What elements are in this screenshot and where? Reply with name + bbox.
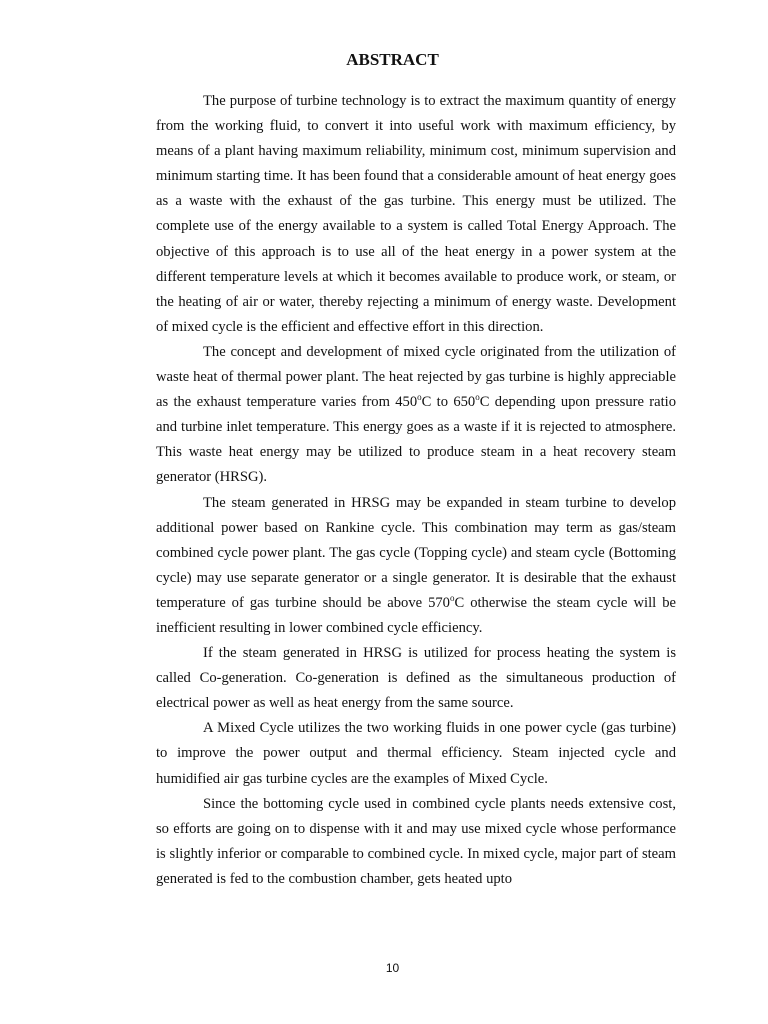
degree-symbol: o	[475, 392, 480, 403]
paragraph-2-part-b: C to 650	[421, 394, 476, 411]
page-number: 10	[385, 961, 400, 975]
paragraph-2	[156, 340, 676, 491]
paragraph-4: If the steam generated in HRSG is utilized for process heating the system is called Co-generation. Co-generation is defined as the simultaneous production of electrical power as well as heat energy from the same source.	[156, 645, 676, 712]
paragraph-5: A Mixed Cycle utilizes the two working fluids in one power cycle (gas turbine) to improve the power output and thermal efficiency. Steam injected cycle and humidified air gas turbine cycles are the examples of Mixed Cycle.	[156, 720, 676, 787]
paragraph-3-part-b: C otherwise the steam cycle will be inefficient resulting in lower combined cycle efficiency.	[156, 594, 676, 636]
paragraph-6: Since the bottoming cycle used in combined cycle plants needs extensive cost, so efforts are going on to dispense with it and may use mixed cycle whose performance is slightly inferior or comparable to combined cycle. In mixed cycle, major part of steam generated is fed to the combustion chamber, gets heated upto	[156, 795, 676, 887]
degree-symbol: o	[449, 593, 455, 604]
paragraph-3-part-a: The steam generated in HRSG may be expanded in steam turbine to develop additional power based on Rankine cycle. This combination may term as gas/steam combined cycle power plant. The gas cycle (Topping cycle) and steam cycle (Bottoming cycle) may use separate generator or a single generator. It is desirable that the exhaust temperature of gas turbine should be above 570	[156, 494, 676, 611]
page-title: ABSTRACT	[346, 50, 439, 69]
abstract-body	[156, 89, 676, 892]
paragraph-2-part-c: C depending upon pressure ratio and turbine inlet temperature. This energy goes as a waste if it is rejected to atmosphere. This waste heat energy may be utilized to produce steam in a heat recovery steam generator (HRSG).	[156, 394, 676, 486]
paragraph-1: The purpose of turbine technology is to extract the maximum quantity of energy from the working fluid, to convert it into useful work with maximum efficiency, by means of a plant having maximum reliability, minimum cost, minimum supervision and minimum starting time. It has been found that a considerable amount of heat energy goes as a waste with the exhaust of the gas turbine. This energy must be utilized. The complete use of the energy available to a system is called Total Energy Approach. The objective of this approach is to use all of the heat energy in a power system at the different temperature levels at which it becomes available to produce work, or steam, or the heating of air or water, thereby rejecting a minimum of energy waste. Development of mixed cycle is the efficient and effective effort in this direction.	[156, 93, 676, 335]
paragraph-3	[156, 491, 676, 642]
degree-symbol: o	[417, 392, 422, 403]
paragraph-2-part-a: The concept and development of mixed cycle originated from the utilization of waste heat of thermal power plant. The heat rejected by gas turbine is highly appreciable as the exhaust temperature varies from 450	[156, 343, 676, 411]
